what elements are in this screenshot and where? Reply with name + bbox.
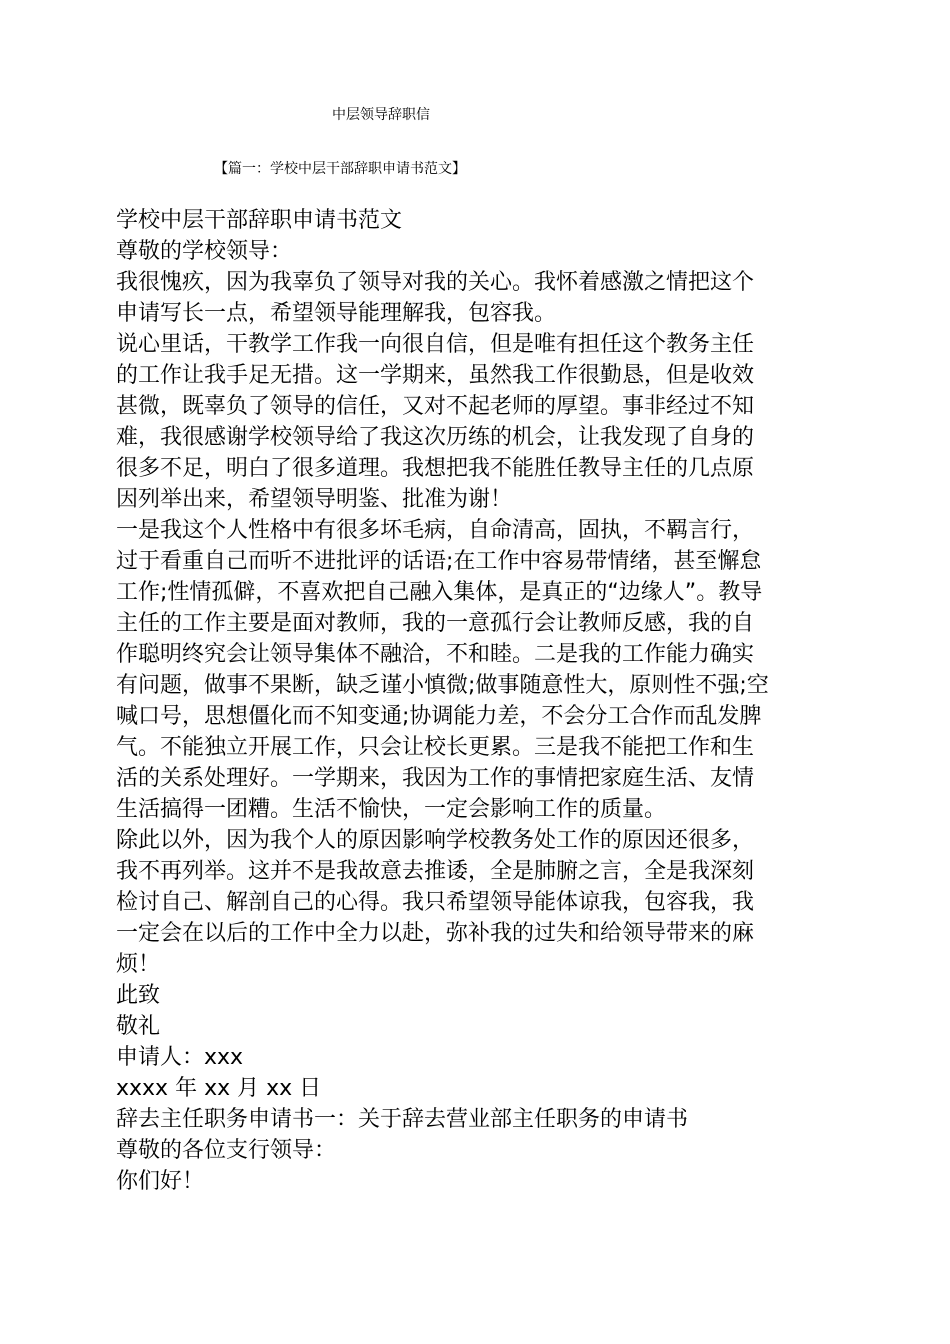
body-line: 主任的工作主要是面对教师，我的一意孤行会让教师反感，我的自: [116, 611, 755, 636]
body-line: 气。不能独立开展工作，只会让校长更累。三是我不能把工作和生: [116, 735, 755, 760]
body-line: xxxx 年 xx 月 xx 日: [116, 1076, 322, 1101]
body-line: 敬礼: [116, 1014, 161, 1039]
body-line: 学校中层干部辞职申请书范文: [116, 208, 403, 233]
document-body: [116, 205, 836, 1197]
body-line: 的工作让我手足无措。这一学期来，虽然我工作很勤恳，但是收效: [116, 363, 755, 388]
body-line: 因列举出来，希望领导明鉴、批准为谢！: [116, 487, 513, 512]
body-line: 过于看重自己而听不进批评的话语;在工作中容易带情绪，甚至懈怠: [116, 549, 762, 574]
body-line: 辞去主任职务申请书一：关于辞去营业部主任职务的申请书: [116, 1107, 689, 1132]
body-line: 你们好！: [116, 1169, 205, 1194]
body-line: 尊敬的学校领导：: [116, 239, 293, 264]
body-line: 尊敬的各位支行领导：: [116, 1138, 337, 1163]
body-line: 一是我这个人性格中有很多坏毛病，自命清高，固执，不羁言行，: [116, 518, 755, 543]
section-header: 【篇一：学校中层干部辞职申请书范文】: [214, 161, 466, 177]
body-line: 申请写长一点，希望领导能理解我，包容我。: [116, 301, 557, 326]
body-line: 有问题，做事不果断，缺乏谨小慎微;做事随意性大，原则性不强;空: [116, 673, 769, 698]
document-title: 中层领导辞职信: [332, 107, 430, 123]
body-line: 我很愧疚，因为我辜负了领导对我的关心。我怀着感激之情把这个: [116, 270, 755, 295]
body-line: 我不再列举。这并不是我故意去推诿，全是肺腑之言，全是我深刻: [116, 859, 755, 884]
body-line: 说心里话，干教学工作我一向很自信，但是唯有担任这个教务主任: [116, 332, 755, 357]
body-line: 难，我很感谢学校领导给了我这次历练的机会，让我发现了自身的: [116, 425, 755, 450]
body-line: 喊口号，思想僵化而不知变通;协调能力差，不会分工合作而乱发脾: [116, 704, 762, 729]
body-line: 很多不足，明白了很多道理。我想把我不能胜任教导主任的几点原: [116, 456, 755, 481]
body-line: 甚微，既辜负了领导的信任，又对不起老师的厚望。事非经过不知: [116, 394, 755, 419]
body-line: 生活搞得一团糟。生活不愉快，一定会影响工作的质量。: [116, 797, 667, 822]
body-line: 活的关系处理好。一学期来，我因为工作的事情把家庭生活、友情: [116, 766, 755, 791]
body-line: 作聪明终究会让领导集体不融洽，不和睦。二是我的工作能力确实: [116, 642, 755, 667]
body-line: 此致: [116, 983, 161, 1008]
body-line: 除此以外，因为我个人的原因影响学校教务处工作的原因还很多，: [116, 828, 755, 853]
body-line: 一定会在以后的工作中全力以赴，弥补我的过失和给领导带来的麻: [116, 921, 755, 946]
body-line: 工作;性情孤僻，不喜欢把自己融入集体，是真正的“边缘人”。教导: [116, 580, 763, 605]
body-line: 申请人：xxx: [116, 1045, 244, 1070]
body-line: 检讨自己、解剖自己的心得。我只希望领导能体谅我，包容我，我: [116, 890, 755, 915]
body-line: 烦！: [116, 952, 161, 977]
